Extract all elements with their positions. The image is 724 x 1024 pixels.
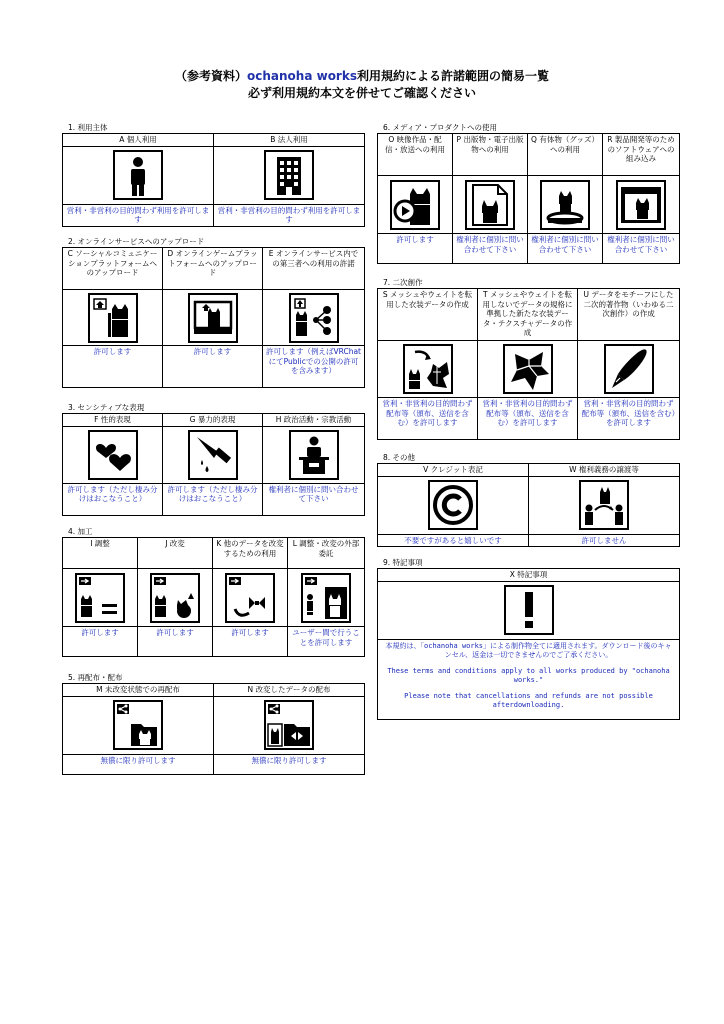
modify-icon	[150, 573, 200, 623]
result-v: 不要ですがあると嬉しいです	[378, 534, 529, 547]
result-g: 許可します（ただし棲み分けはおこなうこと）	[163, 483, 263, 515]
result-o: 許可します	[378, 234, 453, 264]
result-j: 許可します	[138, 627, 213, 657]
header-o: O 映像作品・配信・放送への利用	[378, 134, 453, 176]
header-s: S メッシュやウェイトを転用した衣装データの作成	[378, 289, 478, 341]
building-icon	[264, 150, 314, 200]
header-r: R 製品開発等のためのソフトウェアへの組み込み	[603, 134, 680, 176]
table-derivative	[377, 288, 680, 440]
result-d: 許可します	[163, 346, 263, 388]
table-online-upload	[62, 247, 365, 388]
person-icon	[113, 150, 163, 200]
special-notes	[378, 639, 680, 719]
section-heading-9: 9. 特記事項	[383, 558, 423, 567]
table-redistribution	[62, 683, 365, 775]
share-modified-icon	[264, 700, 314, 750]
section-heading-1: 1. 利用主体	[68, 123, 108, 132]
header-a: A 個人利用	[63, 134, 214, 147]
section-heading-2: 2. オンラインサービスへのアップロード	[68, 237, 205, 246]
adjust-icon	[75, 573, 125, 623]
result-k: 許可します	[213, 627, 288, 657]
result-n: 無償に限り許可します	[214, 754, 365, 774]
table-other	[377, 463, 680, 547]
goods-icon	[540, 180, 590, 230]
header-p: P 出版物・電子出版物への利用	[453, 134, 528, 176]
copyright-icon	[428, 480, 478, 530]
upload-cat-icon	[88, 293, 138, 343]
section-heading-7: 7. 二次創作	[383, 278, 423, 287]
header-x: X 特記事項	[378, 569, 680, 582]
result-s: 営利・非営利の目的問わず配布等（頒布、送信を含む）を許可します	[378, 398, 478, 440]
header-k: K 他のデータを改変するための利用	[213, 538, 288, 569]
section-heading-4: 4. 加工	[68, 527, 93, 536]
hearts-icon	[88, 430, 138, 480]
title-main: 利用規約による許諾範囲の簡易一覧	[356, 69, 549, 83]
result-t: 営利・非営利の目的問わず配布等（頒布、送信を含む）を許可します	[478, 398, 578, 440]
title-prefix: （参考資料）	[174, 69, 247, 83]
result-w: 許可しません	[529, 534, 680, 547]
section-heading-3: 3. センシティブな表現	[68, 403, 145, 412]
result-u: 営利・非営利の目的問わず配布等（頒布、送信を含む）を許可します	[578, 398, 680, 440]
header-i: I 調整	[63, 538, 138, 569]
header-w: W 権利義務の譲渡等	[529, 464, 680, 477]
section-heading-5: 5. 再配布・配布	[68, 673, 123, 682]
header-v: V クレジット表記	[378, 464, 529, 477]
table-sensitive	[62, 413, 365, 516]
header-c: C ソーシャルコミュニケーションプラットフォームへのアップロード	[63, 248, 163, 290]
exclamation-icon	[504, 585, 554, 635]
share-folder-icon	[113, 700, 163, 750]
knife-icon	[188, 430, 238, 480]
result-e: 許可します（例えばVRChatにてPublicでの公開の許可を含みます）	[263, 346, 365, 388]
outsource-icon	[301, 573, 351, 623]
title-subline: 必ず利用規約本文を併せてご確認ください	[247, 86, 476, 100]
game-upload-icon	[188, 293, 238, 343]
header-h: H 政治活動・宗教活動	[263, 414, 365, 427]
transfer-icon	[579, 480, 629, 530]
header-u: U データをモチーフにした二次的著作物（いわゆる二次創作）の作成	[578, 289, 680, 341]
result-r: 権利者に個別に問い合わせて下さい	[603, 234, 680, 264]
header-d: D オンラインゲームプラットフォームへのアップロード	[163, 248, 263, 290]
note-japanese: 本規約は、「ochanoha works」による制作物全てに適用されます。ダウンロード後のキャンセル、返金は一切できませんのでご了承ください。	[385, 641, 672, 659]
header-g: G 暴力的表現	[163, 414, 263, 427]
mesh-icon	[403, 344, 453, 394]
table-processing	[62, 537, 365, 657]
header-f: F 性的表現	[63, 414, 163, 427]
header-n: N 改変したデータの配布	[214, 684, 365, 697]
header-b: B 法人利用	[214, 134, 365, 147]
other-data-icon	[225, 573, 275, 623]
podium-icon	[289, 430, 339, 480]
document-icon	[465, 180, 515, 230]
section-heading-8: 8. その他	[383, 453, 416, 462]
header-e: E オンラインサービス内での第三者への利用の許諾	[263, 248, 365, 290]
table-usage-entity	[62, 133, 365, 227]
header-l: L 調整・改変の外部委託	[288, 538, 365, 569]
note-english-1: These terms and conditions apply to all works produced by "ochanoha works."	[387, 666, 670, 684]
result-f: 許可します（ただし棲み分けはおこなうこと）	[63, 483, 163, 515]
fabric-icon	[503, 344, 553, 394]
header-t: T メッシュやウェイトを転用しないでデータの規格に準拠した新たな衣装データ・テクスチャデータの作成	[478, 289, 578, 341]
page-title	[0, 68, 724, 102]
note-english-2: Please note that cancellations and refunds are not possible afterdownloading.	[404, 691, 653, 709]
header-m: M 未改変状態での再配布	[63, 684, 214, 697]
video-icon	[390, 180, 440, 230]
result-p: 権利者に個別に問い合わせて下さい	[453, 234, 528, 264]
header-q: Q 有体物（グッズ）への利用	[528, 134, 603, 176]
brand-name: ochanoha works	[247, 69, 357, 83]
table-special-notes	[377, 568, 680, 720]
result-h: 権利者に個別に問い合わせて下さい	[263, 483, 365, 515]
result-a: 営利・非営利の目的問わず利用を許可します	[63, 204, 214, 226]
result-m: 無償に限り許可します	[63, 754, 214, 774]
software-icon	[616, 180, 666, 230]
pen-icon	[604, 344, 654, 394]
result-i: 許可します	[63, 627, 138, 657]
header-j: J 改変	[138, 538, 213, 569]
result-q: 権利者に個別に問い合わせて下さい	[528, 234, 603, 264]
result-c: 許可します	[63, 346, 163, 388]
result-l: ユーザー間で行うことを許可します	[288, 627, 365, 657]
table-media-product	[377, 133, 680, 264]
section-heading-6: 6. メディア・プロダクトへの使用	[383, 123, 497, 132]
third-party-icon	[289, 293, 339, 343]
result-b: 営利・非営利の目的問わず利用を許可します	[214, 204, 365, 226]
